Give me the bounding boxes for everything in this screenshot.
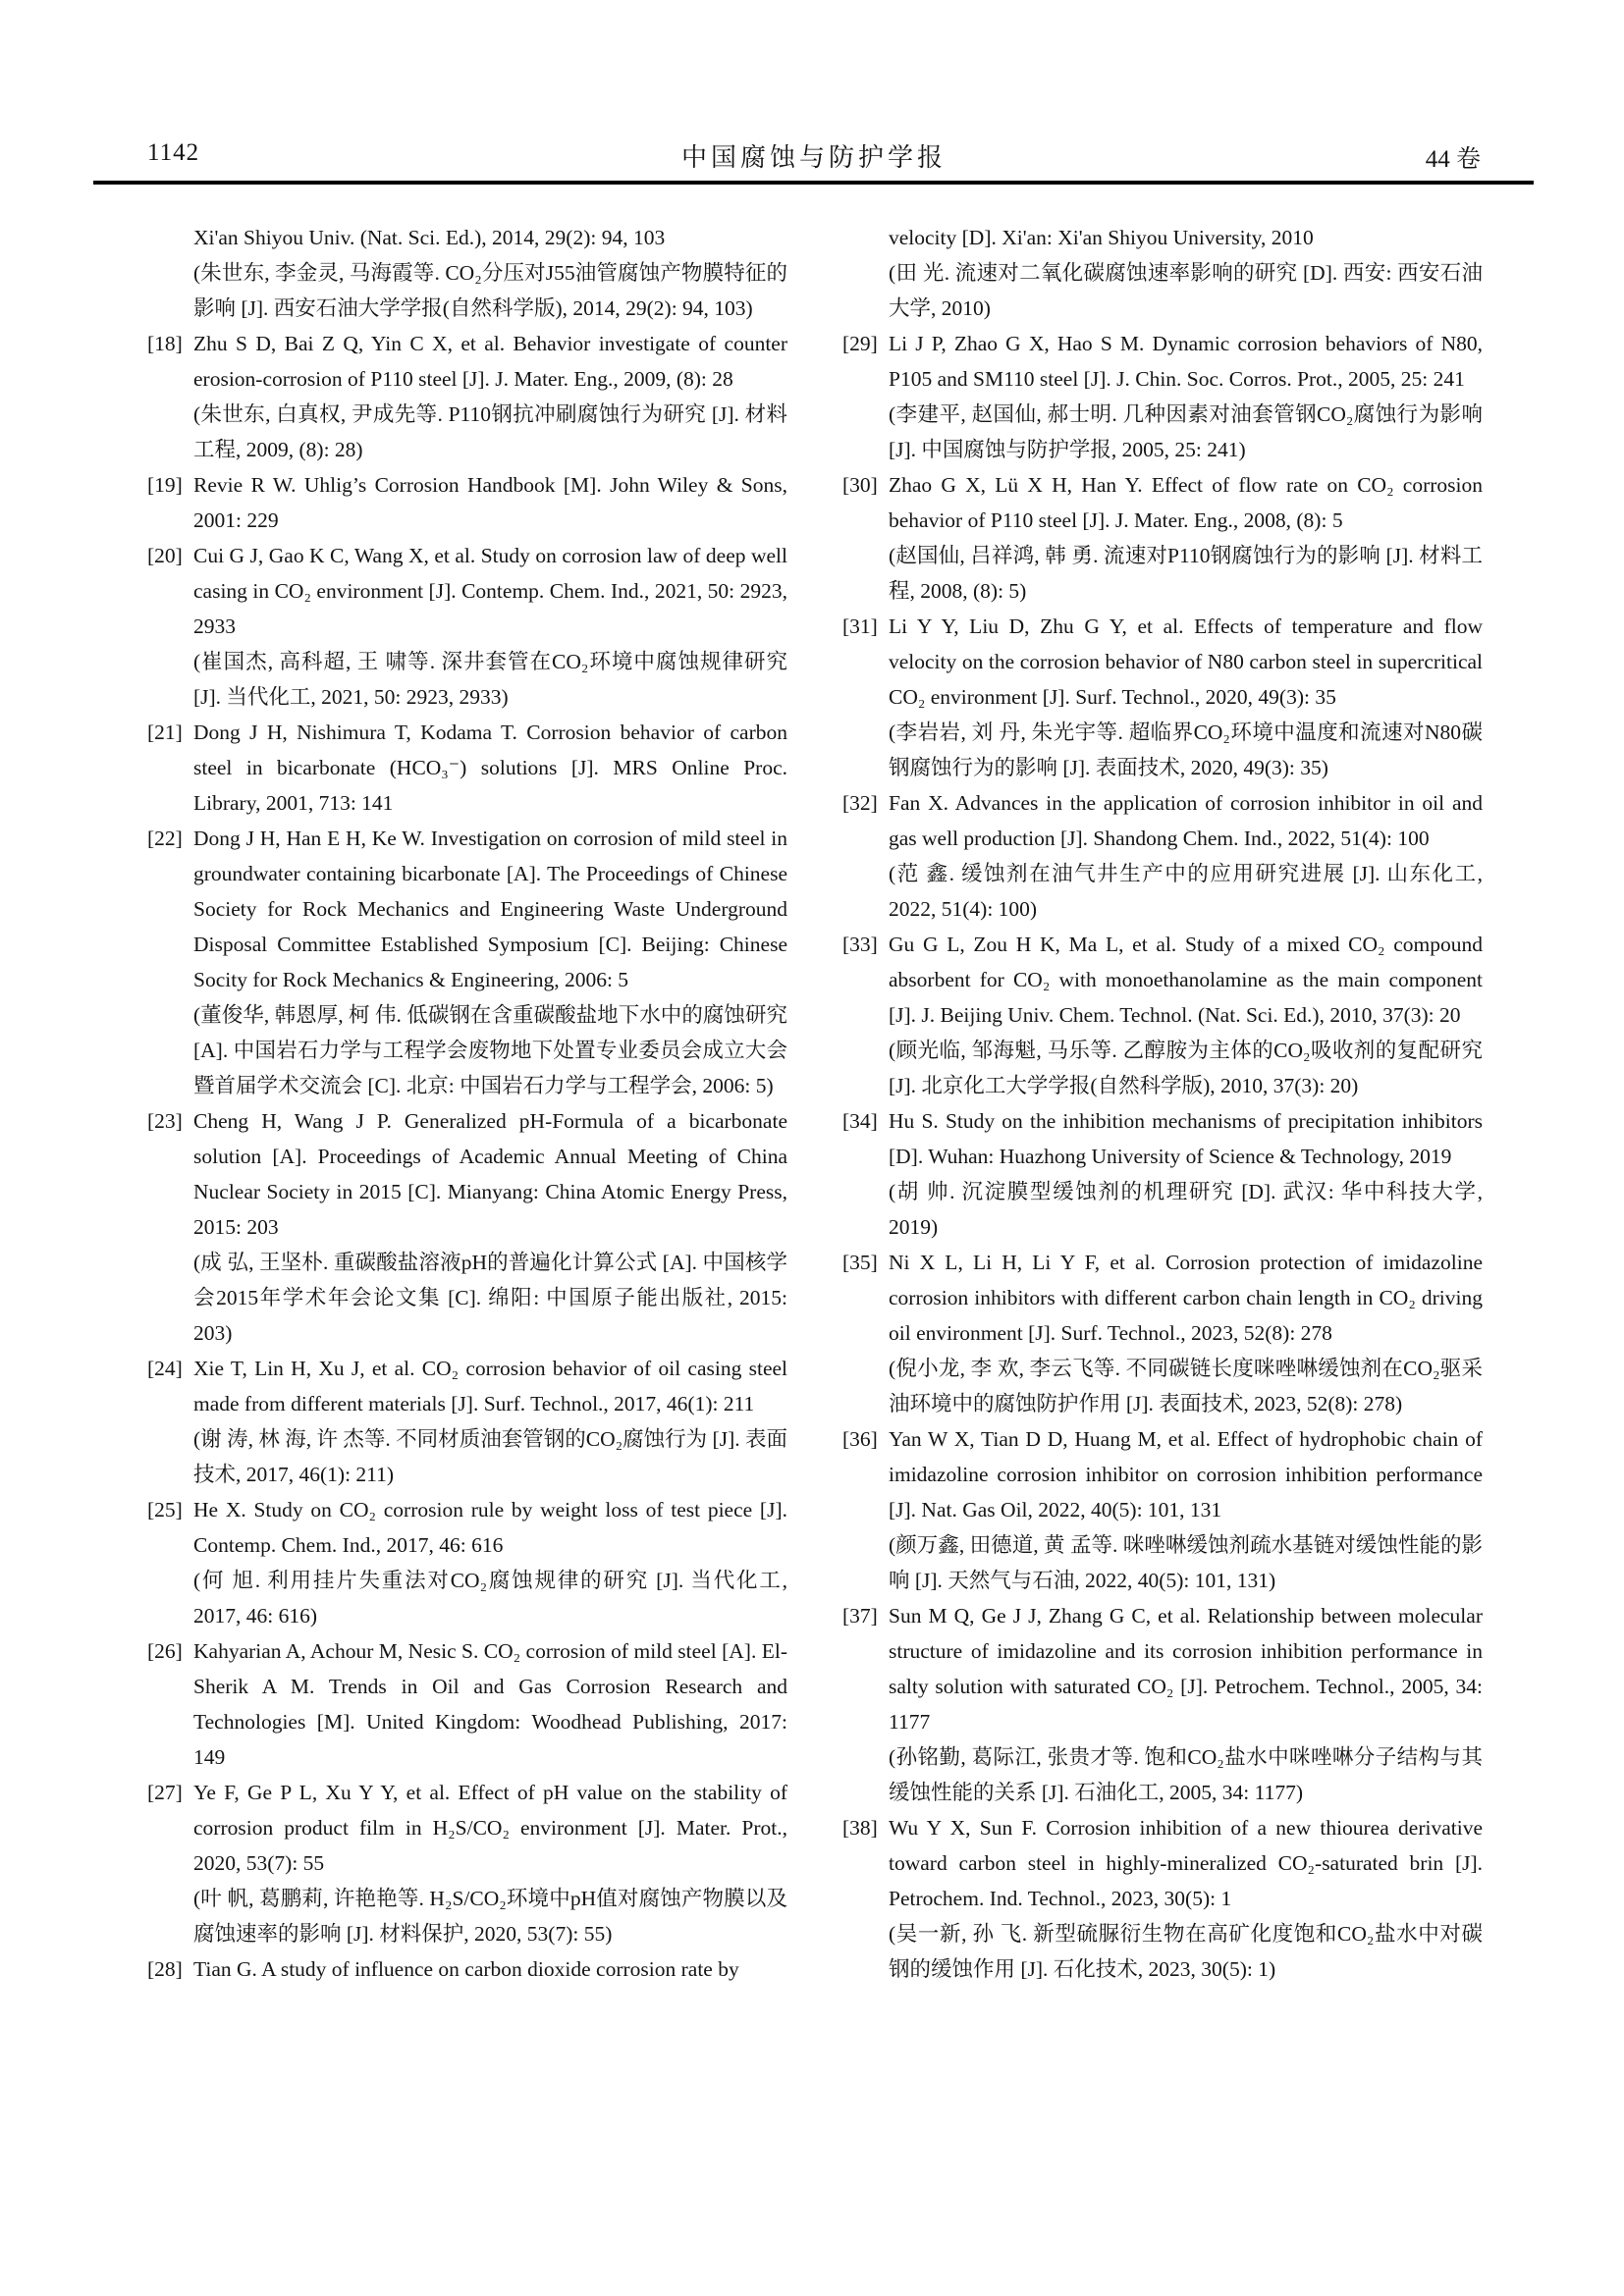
reference-translation: (倪小龙, 李 欢, 李云飞等. 不同碳链长度咪唑啉缓蚀剂在CO₂驱采油环境中的腐蚀防护作用 [J]. 表面技术, 2023, 52(8): 278) <box>889 1357 1483 1415</box>
reference-text: He X. Study on CO₂ corrosion rule by weight loss of test piece [J]. Contemp. Chem. Ind., 2017, 46: 616 <box>193 1498 787 1557</box>
reference-number: [25] <box>147 1498 183 1522</box>
reference-translation: (吴一新, 孙 飞. 新型硫脲衍生物在高矿化度饱和CO₂盐水中对碳钢的缓蚀作用 [J]. 石化技术, 2023, 30(5): 1) <box>889 1922 1483 1981</box>
reference-translation: (胡 帅. 沉淀膜型缓蚀剂的机理研究 [D]. 武汉: 华中科技大学, 2019) <box>889 1180 1483 1239</box>
reference-entry <box>842 1103 1483 1245</box>
reference-number: [35] <box>842 1251 878 1274</box>
reference-entry <box>842 326 1483 467</box>
reference-text: Cheng H, Wang J P. Generalized pH-Formula of a bicarbonate solution [A]. Proceedings of Academic Annual Meeting of China Nuclear Society in 2015 [C]. Mianyang: China Atomic Energy Press, 2015: 203 <box>193 1109 787 1239</box>
reference-entry <box>147 1633 787 1775</box>
reference-number: [32] <box>842 791 878 815</box>
references-column-left <box>147 220 787 1987</box>
page-number: 1142 <box>147 139 200 166</box>
reference-text: Yan W X, Tian D D, Huang M, et al. Effect of hydrophobic chain of imidazoline corrosion inhibitor on corrosion inhibition performance [J]. Nat. Gas Oil, 2022, 40(5): 101, 131 <box>889 1427 1483 1522</box>
reference-translation: (赵国仙, 吕祥鸿, 韩 勇. 流速对P110钢腐蚀行为的影响 [J]. 材料工程, 2008, (8): 5) <box>889 544 1483 603</box>
reference-translation: (范 鑫. 缓蚀剂在油气井生产中的应用研究进展 [J]. 山东化工, 2022, 51(4): 100) <box>889 862 1483 921</box>
reference-translation: (颜万鑫, 田德道, 黄 孟等. 咪唑啉缓蚀剂疏水基链对缓蚀性能的影响 [J]. 天然气与石油, 2022, 40(5): 101, 131) <box>889 1533 1483 1592</box>
reference-translation: (何 旭. 利用挂片失重法对CO₂腐蚀规律的研究 [J]. 当代化工, 2017, 46: 616) <box>193 1569 787 1628</box>
references-column-right <box>842 220 1483 1987</box>
header-rule <box>93 181 1534 185</box>
reference-number: [38] <box>842 1816 878 1840</box>
reference-translation: (叶 帆, 葛鹏莉, 许艳艳等. H₂S/CO₂环境中pH值对腐蚀产物膜以及腐蚀速率的影响 [J]. 材料保护, 2020, 53(7): 55) <box>193 1887 787 1946</box>
reference-number: [20] <box>147 544 183 567</box>
reference-number: [26] <box>147 1639 183 1663</box>
reference-translation: (孙铭勤, 葛际江, 张贵才等. 饱和CO₂盐水中咪唑啉分子结构与其缓蚀性能的关系 [J]. 石油化工, 2005, 34: 1177) <box>889 1745 1483 1804</box>
reference-text: Kahyarian A, Achour M, Nesic S. CO₂ corrosion of mild steel [A]. El-Sherik A M. Trends in Oil and Gas Corrosion Research and Technologies [M]. United Kingdom: Woodhead Publishing, 2017: 149 <box>193 1639 787 1769</box>
reference-translation: (董俊华, 韩恩厚, 柯 伟. 低碳钢在含重碳酸盐地下水中的腐蚀研究 [A]. 中国岩石力学与工程学会废物地下处置专业委员会成立大会暨首届学术交流会 [C]. 北京: 中国岩石力学与工程学会, 2006: 5) <box>193 1003 787 1097</box>
reference-translation: (成 弘, 王坚朴. 重碳酸盐溶液pH的普遍化计算公式 [A]. 中国核学会2015年学术年会论文集 [C]. 绵阳: 中国原子能出版社, 2015: 203) <box>193 1251 787 1345</box>
reference-translation: (崔国杰, 高科超, 王 啸等. 深井套管在CO₂环境中腐蚀规律研究 [J]. 当代化工, 2021, 50: 2923, 2933) <box>193 650 787 709</box>
reference-text: Gu G L, Zou H K, Ma L, et al. Study of a mixed CO₂ compound absorbent for CO₂ with monoethanolamine as the main component [J]. J. Beijing Univ. Chem. Technol. (Nat. Sci. Ed.), 2010, 37(3): 20 <box>889 933 1483 1027</box>
reference-entry <box>842 1245 1483 1421</box>
reference-text: velocity [D]. Xi'an: Xi'an Shiyou University, 2010 <box>889 226 1314 249</box>
references-section <box>147 220 1483 1987</box>
reference-number: [27] <box>147 1781 183 1804</box>
reference-translation: (谢 涛, 林 海, 许 杰等. 不同材质油套管钢的CO₂腐蚀行为 [J]. 表面技术, 2017, 46(1): 211) <box>193 1427 787 1486</box>
reference-translation: (李岩岩, 刘 丹, 朱光宇等. 超临界CO₂环境中温度和流速对N80碳钢腐蚀行为的影响 [J]. 表面技术, 2020, 49(3): 35) <box>889 721 1483 779</box>
reference-entry <box>147 1492 787 1633</box>
reference-entry <box>842 1810 1483 1987</box>
reference-entry <box>147 1351 787 1492</box>
reference-number: [24] <box>147 1357 183 1380</box>
volume-label: 44 卷 <box>1425 146 1481 173</box>
reference-number: [37] <box>842 1604 878 1628</box>
reference-text: Li J P, Zhao G X, Hao S M. Dynamic corrosion behaviors of N80, P105 and SM110 steel [J]. J. Chin. Soc. Corros. Prot., 2005, 25: 241 <box>889 332 1483 391</box>
reference-entry <box>147 1775 787 1951</box>
reference-entry <box>147 1951 787 1987</box>
reference-text: Fan X. Advances in the application of corrosion inhibitor in oil and gas well production [J]. Shandong Chem. Ind., 2022, 51(4): 100 <box>889 791 1483 850</box>
reference-text: Revie R W. Uhlig’s Corrosion Handbook [M]. John Wiley & Sons, 2001: 229 <box>193 473 787 532</box>
reference-number: [31] <box>842 614 878 638</box>
reference-entry <box>147 1103 787 1351</box>
reference-entry <box>147 715 787 821</box>
reference-number: [29] <box>842 332 878 355</box>
reference-text: Wu Y X, Sun F. Corrosion inhibition of a new thiourea derivative toward carbon steel in highly-mineralized CO₂-saturated brin [J]. Petrochem. Ind. Technol., 2023, 30(5): 1 <box>889 1816 1483 1910</box>
reference-text: Dong J H, Han E H, Ke W. Investigation on corrosion of mild steel in groundwater containing bicarbonate [A]. The Proceedings of Chinese Society for Rock Mechanics and Engineering Waste Underground Disposal Committee Established Symposium [C]. Beijing: Chinese Socity for Rock Mechanics & Engineering, 2006: 5 <box>193 827 787 991</box>
reference-text: Xi'an Shiyou Univ. (Nat. Sci. Ed.), 2014, 29(2): 94, 103 <box>193 226 666 249</box>
reference-number: [34] <box>842 1109 878 1133</box>
reference-entry <box>842 609 1483 785</box>
page-header <box>147 135 1481 177</box>
reference-text: Tian G. A study of influence on carbon dioxide corrosion rate by <box>193 1957 739 1981</box>
reference-translation: (顾光临, 邹海魁, 马乐等. 乙醇胺为主体的CO₂吸收剂的复配研究 [J]. 北京化工大学学报(自然科学版), 2010, 37(3): 20) <box>889 1039 1483 1097</box>
reference-entry <box>147 821 787 1103</box>
reference-text: Hu S. Study on the inhibition mechanisms of precipitation inhibitors [D]. Wuhan: Huazhong University of Science & Technology, 2019 <box>889 1109 1483 1168</box>
reference-entry <box>147 220 787 326</box>
reference-number: [33] <box>842 933 878 956</box>
reference-entry <box>842 785 1483 927</box>
reference-text: Ni X L, Li H, Li Y F, et al. Corrosion protection of imidazoline corrosion inhibitors with different carbon chain length in CO₂ driving oil environment [J]. Surf. Technol., 2023, 52(8): 278 <box>889 1251 1483 1345</box>
reference-number: [19] <box>147 473 183 497</box>
reference-translation: (朱世东, 李金灵, 马海霞等. CO₂分压对J55油管腐蚀产物膜特征的影响 [J]. 西安石油大学学报(自然科学版), 2014, 29(2): 94, 103) <box>193 261 787 320</box>
reference-text: Zhu S D, Bai Z Q, Yin C X, et al. Behavior investigate of counter erosion-corrosion of P110 steel [J]. J. Mater. Eng., 2009, (8): 28 <box>193 332 787 391</box>
reference-entry <box>147 467 787 538</box>
reference-entry <box>147 538 787 715</box>
reference-number: [22] <box>147 827 183 850</box>
reference-text: Xie T, Lin H, Xu J, et al. CO₂ corrosion behavior of oil casing steel made from different materials [J]. Surf. Technol., 2017, 46(1): 211 <box>193 1357 787 1415</box>
reference-translation: (李建平, 赵国仙, 郝士明. 几种因素对油套管钢CO₂腐蚀行为影响 [J]. 中国腐蚀与防护学报, 2005, 25: 241) <box>889 402 1483 461</box>
journal-title: 中国腐蚀与防护学报 <box>680 143 947 172</box>
reference-number: [28] <box>147 1957 183 1981</box>
reference-text: Dong J H, Nishimura T, Kodama T. Corrosion behavior of carbon steel in bicarbonate (HCO₃⁻) solutions [J]. MRS Online Proc. Library, 2001, 713: 141 <box>193 721 787 815</box>
reference-number: [18] <box>147 332 183 355</box>
reference-number: [21] <box>147 721 183 744</box>
reference-entry <box>842 220 1483 326</box>
reference-translation: (田 光. 流速对二氧化碳腐蚀速率影响的研究 [D]. 西安: 西安石油大学, 2010) <box>889 261 1483 320</box>
reference-text: Zhao G X, Lü X H, Han Y. Effect of flow rate on CO₂ corrosion behavior of P110 steel [J]. J. Mater. Eng., 2008, (8): 5 <box>889 473 1483 532</box>
reference-number: [23] <box>147 1109 183 1133</box>
reference-entry <box>842 927 1483 1103</box>
reference-translation: (朱世东, 白真权, 尹成先等. P110钢抗冲刷腐蚀行为研究 [J]. 材料工程, 2009, (8): 28) <box>193 402 787 461</box>
reference-text: Ye F, Ge P L, Xu Y Y, et al. Effect of pH value on the stability of corrosion product film in H₂S/CO₂ environment [J]. Mater. Prot., 2020, 53(7): 55 <box>193 1781 787 1875</box>
reference-entry <box>842 467 1483 609</box>
reference-number: [30] <box>842 473 878 497</box>
reference-number: [36] <box>842 1427 878 1451</box>
reference-entry <box>842 1421 1483 1598</box>
reference-entry <box>147 326 787 467</box>
reference-entry <box>842 1598 1483 1810</box>
reference-text: Cui G J, Gao K C, Wang X, et al. Study on corrosion law of deep well casing in CO₂ environment [J]. Contemp. Chem. Ind., 2021, 50: 2923, 2933 <box>193 544 787 638</box>
reference-text: Sun M Q, Ge J J, Zhang G C, et al. Relationship between molecular structure of imidazoline and its corrosion inhibition performance in salty solution with saturated CO₂ [J]. Petrochem. Technol., 2005, 34: 1177 <box>889 1604 1483 1734</box>
reference-text: Li Y Y, Liu D, Zhu G Y, et al. Effects of temperature and flow velocity on the corrosion behavior of N80 carbon steel in supercritical CO₂ environment [J]. Surf. Technol., 2020, 49(3): 35 <box>889 614 1483 709</box>
